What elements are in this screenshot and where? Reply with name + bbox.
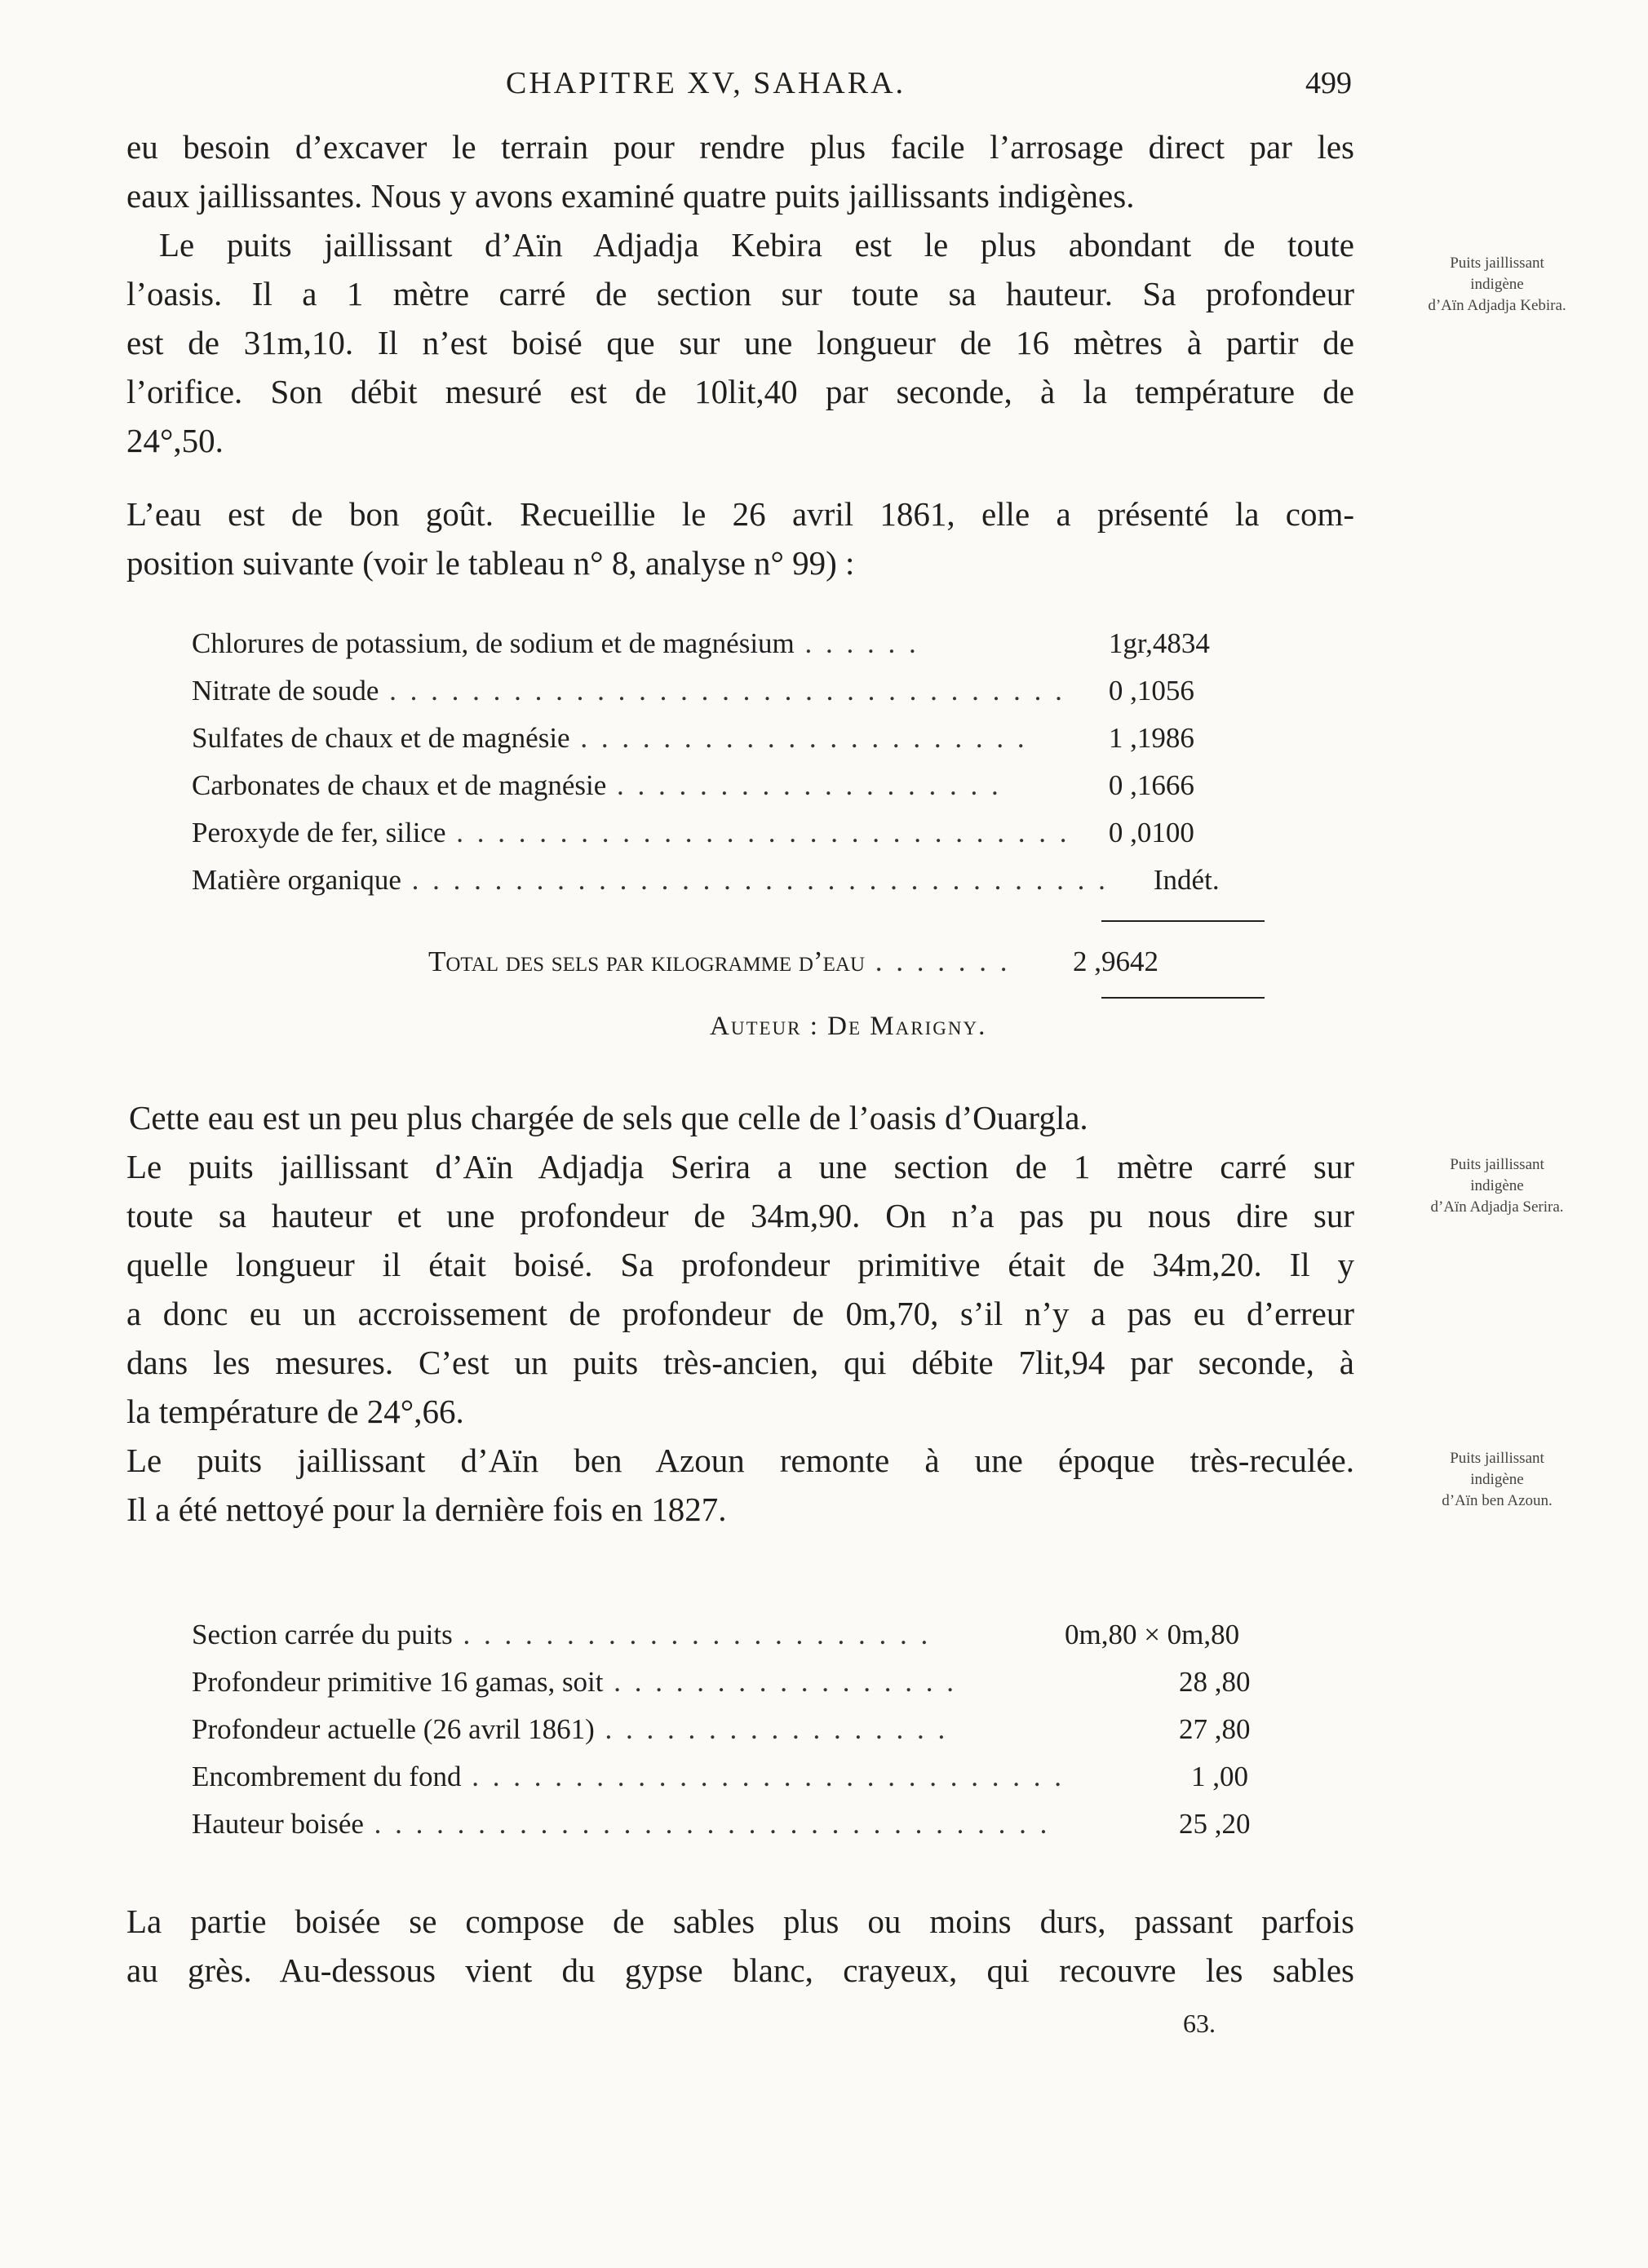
table-row xyxy=(192,667,1220,715)
note-line: Puits jaillissant xyxy=(1450,255,1544,272)
note-line: indigène xyxy=(1470,1177,1524,1194)
text-line: la température de 24°,66. xyxy=(126,1393,464,1430)
row-value: 0m,80 × 0m,80 xyxy=(1064,1619,1240,1650)
text-line: 24°,50. xyxy=(126,422,224,459)
paragraph-7 xyxy=(126,1897,1354,1995)
row-value: 1gr,4834 xyxy=(1108,627,1210,659)
paragraph-5 xyxy=(126,1142,1354,1436)
margin-note-ben-azoun xyxy=(1379,1448,1615,1512)
table-row xyxy=(192,715,1220,762)
text-line: L’eau est de bon goût. Recueillie le 26 avril 1861, elle a présenté la com- xyxy=(126,495,1354,533)
table-row xyxy=(192,1706,1250,1753)
row-value: 27 ,80 xyxy=(1178,1713,1251,1745)
row-label: Carbonates de chaux et de magnésie . . . . . . . . . . . . . . . . . . . xyxy=(192,769,1002,801)
text-line: dans les mesures. C’est un puits très-ancien, qui débite 7lit,94 par seconde, à xyxy=(126,1344,1354,1381)
sum-rule-bottom xyxy=(1101,997,1265,999)
total-value: 2 ,9642 xyxy=(1073,946,1158,977)
text-line: eaux jaillissantes. Nous y avons examiné quatre puits jaillissants indigènes. xyxy=(126,177,1135,215)
table-row xyxy=(192,762,1220,809)
note-line: d’Aïn Adjadja Kebira. xyxy=(1428,297,1566,314)
table-row xyxy=(192,1753,1250,1801)
paragraph-1 xyxy=(126,122,1354,220)
analysis-table xyxy=(192,620,1220,904)
page-number: 499 xyxy=(1305,66,1352,100)
page-header xyxy=(0,65,1648,114)
note-line: d’Aïn Adjadja Serira. xyxy=(1430,1198,1564,1216)
text-line: est de 31m,10. Il n’est boisé que sur une longueur de 16 mètres à partir de xyxy=(126,324,1354,361)
text-line: Il a été nettoyé pour la dernière fois en 1827. xyxy=(126,1491,727,1528)
table-row xyxy=(192,620,1220,667)
table-row xyxy=(192,857,1220,904)
row-label: Matière organique . . . . . . . . . . . . . . . . . . . . . . . . . . . . . . . . . . xyxy=(192,864,1109,896)
text-line: l’oasis. Il a 1 mètre carré de section sur toute sa hauteur. Sa profondeur xyxy=(126,275,1354,312)
text-line: La partie boisée se compose de sables plus ou moins durs, passant parfois xyxy=(126,1903,1354,1940)
note-line: Puits jaillissant xyxy=(1450,1450,1544,1467)
row-label: Encombrement du fond . . . . . . . . . . . . . . . . . . . . . . . . . . . . . xyxy=(192,1761,1065,1792)
note-line: indigène xyxy=(1470,276,1524,293)
text-line: Le puits jaillissant d’Aïn Adjadja Kebira est le plus abondant de toute xyxy=(159,226,1354,264)
signature-mark: 63. xyxy=(1183,2009,1216,2038)
table-row xyxy=(192,809,1220,857)
row-value: Indét. xyxy=(1153,864,1220,896)
text-line: Le puits jaillissant d’Aïn ben Azoun remonte à une époque très-reculée. xyxy=(126,1442,1354,1479)
row-label: Peroxyde de fer, silice . . . . . . . . . . . . . . . . . . . . . . . . . . . . . . xyxy=(192,817,1070,848)
row-label: Profondeur primitive 16 gamas, soit . . . . . . . . . . . . . . . . . xyxy=(192,1666,958,1698)
paragraph-6 xyxy=(126,1436,1354,1534)
note-line: d’Aïn ben Azoun. xyxy=(1442,1492,1553,1509)
text-line: toute sa hauteur et une profondeur de 34m,90. On n’a pas pu nous dire sur xyxy=(126,1197,1354,1234)
text-line: a donc eu un accroissement de profondeur de 0m,70, s’il n’y a pas eu d’erreur xyxy=(126,1295,1354,1332)
paragraph-2 xyxy=(126,220,1354,465)
table-row xyxy=(192,1659,1250,1706)
margin-note-adjadja-serira xyxy=(1379,1154,1615,1218)
row-value: 0 ,1666 xyxy=(1108,769,1194,801)
total-row xyxy=(428,938,1158,986)
row-value: 25 ,20 xyxy=(1178,1808,1251,1840)
running-title: CHAPITRE XV, SAHARA. xyxy=(506,66,906,100)
measures-table xyxy=(192,1611,1250,1848)
table-row xyxy=(192,1801,1250,1848)
text-line: eu besoin d’excaver le terrain pour rendre plus facile l’arrosage direct par les xyxy=(126,128,1354,166)
row-label: Sulfates de chaux et de magnésie . . . . . . . . . . . . . . . . . . . . . . xyxy=(192,722,1028,754)
row-value: 0 ,0100 xyxy=(1108,817,1194,848)
row-label: Hauteur boisée . . . . . . . . . . . . . . . . . . . . . . . . . . . . . . . . . xyxy=(192,1808,1051,1840)
author-credit: Auteur : De Marigny. xyxy=(710,1012,987,1041)
row-label: Section carrée du puits . . . . . . . . . . . . . . . . . . . . . . . xyxy=(192,1619,932,1650)
note-line: indigène xyxy=(1470,1471,1524,1488)
row-value: 1 ,00 xyxy=(1190,1761,1248,1792)
table-row xyxy=(428,938,1158,986)
note-line: Puits jaillissant xyxy=(1450,1156,1544,1173)
sum-rule-top xyxy=(1101,920,1265,922)
text-line: Le puits jaillissant d’Aïn Adjadja Serira a une section de 1 mètre carré sur xyxy=(126,1148,1354,1185)
text-line: quelle longueur il était boisé. Sa profondeur primitive était de 34m,20. Il y xyxy=(126,1246,1354,1283)
total-label: Total des sels par kilogramme d’eau . . . . . . . xyxy=(428,946,1011,977)
margin-note-adjadja-kebira xyxy=(1379,253,1615,317)
row-value: 28 ,80 xyxy=(1178,1666,1251,1698)
row-label: Chlorures de potassium, de sodium et de magnésium . . . . . . xyxy=(192,627,919,659)
paragraph-4 xyxy=(126,1093,1354,1142)
row-value: 1 ,1986 xyxy=(1108,722,1194,754)
text-line: Cette eau est un peu plus chargée de sels que celle de l’oasis d’Ouargla. xyxy=(129,1099,1088,1136)
text-line: au grès. Au-dessous vient du gypse blanc, crayeux, qui recouvre les sables xyxy=(126,1951,1354,1989)
paragraph-3 xyxy=(126,489,1354,587)
row-label: Profondeur actuelle (26 avril 1861) . . . . . . . . . . . . . . . . . xyxy=(192,1713,949,1745)
text-line: l’orifice. Son débit mesuré est de 10lit,40 par seconde, à la température de xyxy=(126,373,1354,410)
row-value: 0 ,1056 xyxy=(1108,675,1194,707)
text-line: position suivante (voir le tableau n° 8, analyse n° 99) : xyxy=(126,544,855,582)
row-label: Nitrate de soude . . . . . . . . . . . . . . . . . . . . . . . . . . . . . . . . . xyxy=(192,675,1065,707)
table-row xyxy=(192,1611,1250,1659)
